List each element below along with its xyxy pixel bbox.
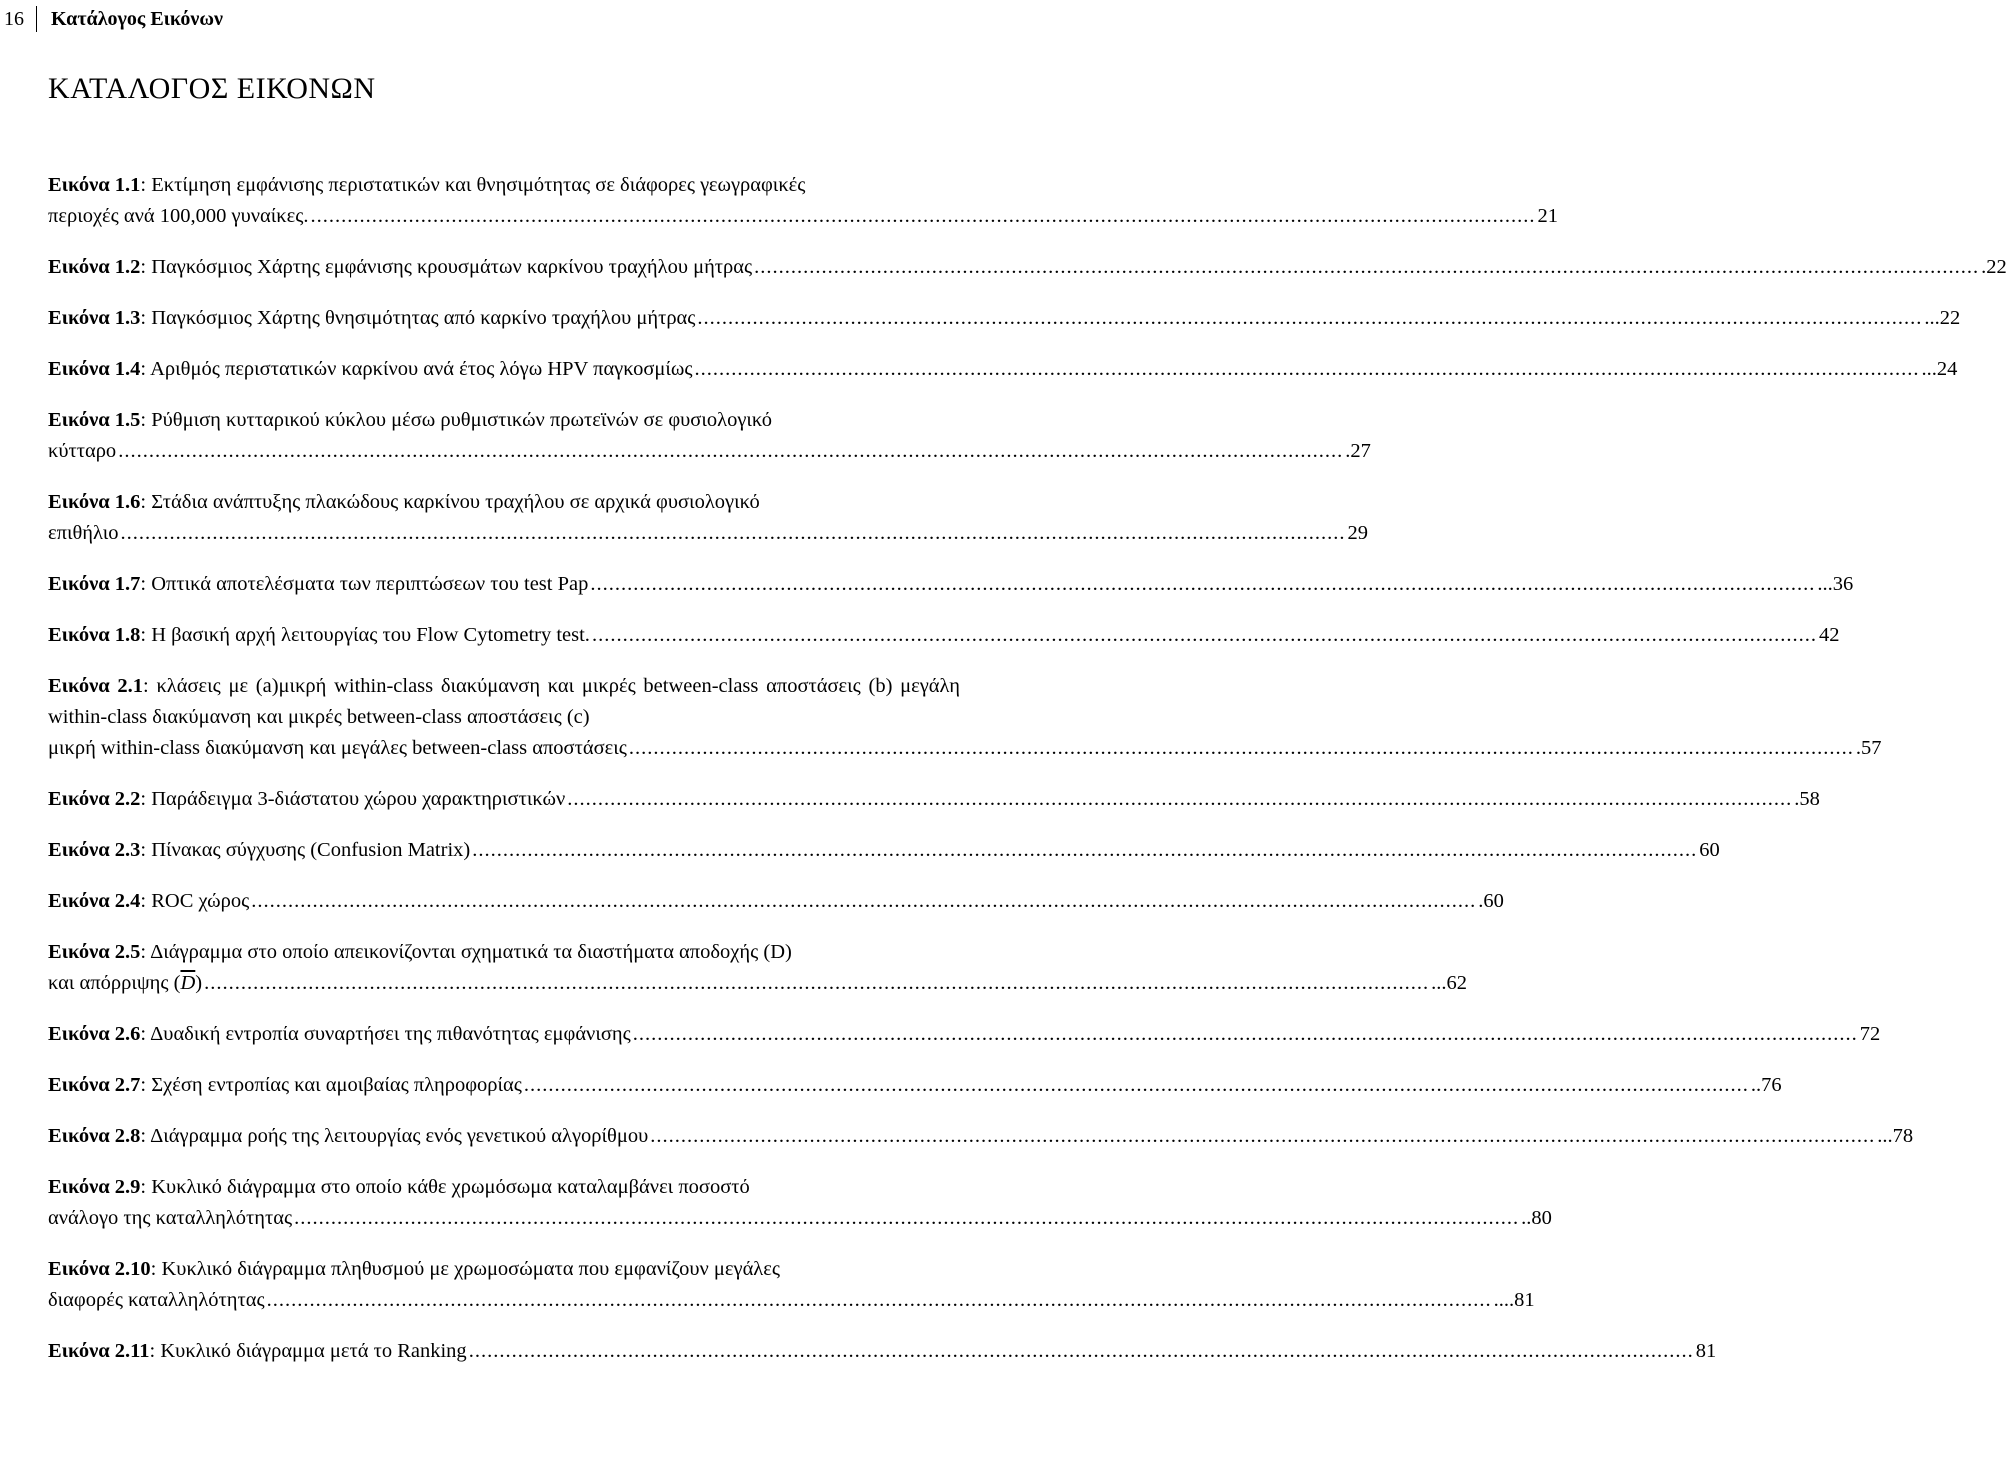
entry-caption-after: ) bbox=[195, 972, 203, 994]
d-bar-symbol: $\overline{D}$ bbox=[180, 972, 196, 994]
figure-label: Εικόνα 1.7 bbox=[48, 573, 141, 595]
figure-label: Εικόνα 1.6 bbox=[48, 491, 141, 513]
entry-leader-line bbox=[48, 201, 1558, 232]
figure-label: Εικόνα 2.4 bbox=[48, 890, 141, 912]
figure-label: Εικόνα 2.3 bbox=[48, 839, 141, 861]
entry-leader-line bbox=[48, 1019, 1881, 1050]
entry-caption-text: : Ρύθμιση κυτταρικού κύκλου μέσω ρυθμιστικών πρωτεϊνών σε φυσιολογικό bbox=[140, 409, 773, 431]
figure-label: Εικόνα 1.4 bbox=[48, 358, 141, 380]
entry-caption-tail-text: διαφορές καταλληλότητας bbox=[48, 1289, 265, 1311]
figure-label: Εικόνα 2.1 bbox=[48, 675, 144, 697]
figure-label: Εικόνα 1.2 bbox=[48, 256, 141, 278]
entry-caption-tail bbox=[48, 252, 752, 283]
toc-entry[interactable] bbox=[48, 354, 1958, 385]
toc-entry[interactable] bbox=[48, 1254, 1535, 1316]
running-header bbox=[0, 4, 223, 34]
entry-caption-text: : Κυκλικό διάγραμμα στο οποίο κάθε χρωμόσωμα καταλαμβάνει ποσοστό bbox=[140, 1176, 750, 1198]
entry-caption-first bbox=[48, 487, 960, 518]
entry-page-number: .60 bbox=[1478, 890, 1504, 912]
leader-dots: ........................................................................................................................................................................................................ bbox=[590, 573, 1816, 595]
entry-leader-line bbox=[48, 784, 1820, 815]
leader-dots: ........................................................................................................................................................................................................ bbox=[251, 890, 1477, 912]
entry-page-number: 29 bbox=[1347, 522, 1368, 544]
toc-entry[interactable] bbox=[48, 1172, 1552, 1234]
leader-dots: ........................................................................................................................................................................................................ bbox=[294, 1207, 1520, 1229]
entry-caption-text: : Διάγραμμα στο οποίο απεικονίζονται σχηματικά τα διαστήματα αποδοχής (D) bbox=[140, 941, 792, 963]
entry-page-number: ....81 bbox=[1493, 1289, 1535, 1311]
entry-page-number: .27 bbox=[1345, 440, 1371, 462]
entry-leader-line bbox=[48, 1336, 1717, 1367]
entry-caption-tail bbox=[48, 569, 588, 600]
entry-caption-tail-text: επιθήλιο bbox=[48, 522, 119, 544]
entry-page-number: 42 bbox=[1818, 624, 1840, 646]
entry-page-number: 60 bbox=[1699, 839, 1720, 861]
leader-dots: ........................................................................................................................................................................................................ bbox=[310, 205, 1536, 227]
entry-caption-tail-text: : Παράδειγμα 3-διάστατου χώρου χαρακτηριστικών bbox=[140, 788, 566, 810]
entry-caption-tail bbox=[48, 1285, 265, 1316]
entry-page-number: ...24 bbox=[1921, 358, 1958, 380]
entry-caption-first bbox=[48, 1172, 960, 1203]
entry-leader-line bbox=[48, 436, 1371, 467]
entry-caption-tail-text: : Διάγραμμα ροής της λειτουργίας ενός γενετικού αλγορίθμου bbox=[140, 1125, 649, 1147]
entry-caption-tail-text: ανάλογο της καταλληλότητας bbox=[48, 1207, 293, 1229]
toc-entry[interactable] bbox=[48, 1121, 1914, 1152]
entry-page-number: ...36 bbox=[1817, 573, 1854, 595]
toc-entry[interactable] bbox=[48, 835, 1720, 866]
toc-entry[interactable] bbox=[48, 1019, 1881, 1050]
leader-dots: ........................................................................................................................................................................................................ bbox=[472, 839, 1698, 861]
entry-caption-tail-text: : Αριθμός περιστατικών καρκίνου ανά έτος λόγω HPV παγκοσμίως bbox=[140, 358, 693, 380]
toc-entry[interactable] bbox=[48, 886, 1504, 917]
page-heading: ΚΑΤΑΛΟΓΟΣ ΕΙΚΟΝΩΝ bbox=[48, 72, 376, 105]
entry-page-number: ...78 bbox=[1877, 1125, 1914, 1147]
entry-caption-tail bbox=[48, 1070, 522, 1101]
leader-dots: ........................................................................................................................................................................................................ bbox=[591, 624, 1817, 646]
leader-dots: ........................................................................................................................................................................................................ bbox=[266, 1289, 1492, 1311]
toc-entry[interactable] bbox=[48, 569, 1854, 600]
entry-caption-tail bbox=[48, 1121, 648, 1152]
entry-caption-tail-text: : Κυκλικό διάγραμμα μετά το Ranking bbox=[149, 1340, 467, 1362]
figure-label: Εικόνα 1.3 bbox=[48, 307, 141, 329]
figure-label: Εικόνα 2.7 bbox=[48, 1074, 141, 1096]
entry-caption-tail bbox=[48, 303, 695, 334]
toc-entry[interactable] bbox=[48, 1070, 1782, 1101]
leader-dots: ........................................................................................................................................................................................................ bbox=[120, 522, 1346, 544]
entry-caption-tail-text: περιοχές ανά 100,000 γυναίκες. bbox=[48, 205, 309, 227]
entry-page-number: 21 bbox=[1537, 205, 1558, 227]
toc-entry[interactable] bbox=[48, 252, 2007, 283]
entry-caption-tail bbox=[48, 1336, 467, 1367]
entry-caption-text: : Κυκλικό διάγραμμα πληθυσμού με χρωμοσώματα που εμφανίζουν μεγάλες bbox=[150, 1258, 780, 1280]
entry-caption-tail-text: : Η βασική αρχή λειτουργίας του Flow Cytometry test. bbox=[140, 624, 590, 646]
leader-dots: ........................................................................................................................................................................................................ bbox=[567, 788, 1793, 810]
entry-caption-tail bbox=[48, 620, 590, 651]
entry-leader-line bbox=[48, 1070, 1782, 1101]
figure-label: Εικόνα 2.8 bbox=[48, 1125, 141, 1147]
entry-caption-tail-text: : Οπτικά αποτελέσματα των περιπτώσεων του test Pap bbox=[140, 573, 589, 595]
entry-caption-tail bbox=[48, 518, 118, 549]
entry-leader-line bbox=[48, 518, 1368, 549]
entry-caption-tail bbox=[48, 1019, 631, 1050]
entry-leader-line bbox=[48, 733, 1882, 764]
entry-leader-line bbox=[48, 354, 1958, 385]
entry-leader-line bbox=[48, 620, 1840, 651]
toc-entry[interactable] bbox=[48, 405, 1371, 467]
figure-label: Εικόνα 1.8 bbox=[48, 624, 141, 646]
entry-caption-tail bbox=[48, 968, 202, 999]
leader-dots: ........................................................................................................................................................................................................ bbox=[632, 1023, 1858, 1045]
leader-dots: ........................................................................................................................................................................................................ bbox=[468, 1340, 1694, 1362]
figure-label: Εικόνα 2.6 bbox=[48, 1023, 141, 1045]
leader-dots: ........................................................................................................................................................................................................ bbox=[697, 307, 1923, 329]
entry-caption-first bbox=[48, 405, 960, 436]
entry-caption-tail-text: : Δυαδική εντροπία συναρτήσει της πιθανότητας εμφάνισης bbox=[140, 1023, 631, 1045]
entry-caption-tail-text: : Πίνακας σύγχυσης (Confusion Matrix) bbox=[140, 839, 471, 861]
figure-label: Εικόνα 2.11 bbox=[48, 1340, 150, 1362]
figure-label: Εικόνα 1.1 bbox=[48, 174, 141, 196]
entry-caption-tail-text: μικρή within-class διακύμανση και μεγάλες between-class αποστάσεις bbox=[48, 737, 627, 759]
leader-dots: ........................................................................................................................................................................................................ bbox=[523, 1074, 1749, 1096]
figure-label: Εικόνα 2.2 bbox=[48, 788, 141, 810]
entry-page-number: 81 bbox=[1695, 1340, 1717, 1362]
entry-page-number: 72 bbox=[1859, 1023, 1881, 1045]
entry-caption-first bbox=[48, 170, 960, 201]
entry-page-number: .22 bbox=[1981, 256, 2007, 278]
entry-caption-first bbox=[48, 671, 960, 733]
figure-label: Εικόνα 1.5 bbox=[48, 409, 141, 431]
entry-caption-tail-text: : Παγκόσμιος Χάρτης εμφάνισης κρουσμάτων καρκίνου τραχήλου μήτρας bbox=[140, 256, 753, 278]
entry-leader-line bbox=[48, 968, 1467, 999]
entry-page-number: .57 bbox=[1855, 737, 1882, 759]
entry-caption-tail-text: : Σχέση εντροπίας και αμοιβαίας πληροφορίας bbox=[140, 1074, 522, 1096]
leader-dots: ........................................................................................................................................................................................................ bbox=[118, 440, 1344, 462]
entry-caption-tail bbox=[48, 201, 308, 232]
leader-dots: ........................................................................................................................................................................................................ bbox=[694, 358, 1920, 380]
entry-caption-tail-text: : ROC χώρος bbox=[140, 890, 250, 912]
entry-leader-line bbox=[48, 1285, 1535, 1316]
entry-leader-line bbox=[48, 835, 1720, 866]
toc-entry[interactable] bbox=[48, 671, 1882, 764]
entry-page-number: .58 bbox=[1794, 788, 1820, 810]
entry-caption-tail-text: και απόρριψης ( bbox=[48, 972, 181, 994]
figure-label: Εικόνα 2.5 bbox=[48, 941, 141, 963]
entry-caption-tail bbox=[48, 1203, 292, 1234]
toc-entry[interactable] bbox=[48, 487, 1368, 549]
entry-caption-tail-text: κύτταρο bbox=[48, 440, 117, 462]
entry-page-number: ...22 bbox=[1924, 307, 1961, 329]
entry-leader-line bbox=[48, 886, 1504, 917]
entry-caption-text: : Στάδια ανάπτυξης πλακώδους καρκίνου τραχήλου σε αρχικά φυσιολογικό bbox=[140, 491, 760, 513]
figure-label: Εικόνα 2.10 bbox=[48, 1258, 151, 1280]
toc-entry[interactable] bbox=[48, 303, 1961, 334]
entry-leader-line bbox=[48, 1121, 1914, 1152]
toc-entry[interactable] bbox=[48, 1336, 1717, 1367]
toc-entry[interactable] bbox=[48, 620, 1840, 651]
figure-list bbox=[48, 170, 2007, 1387]
entry-page-number: ...62 bbox=[1431, 972, 1467, 994]
page-number: 16 bbox=[0, 6, 37, 32]
toc-entry[interactable] bbox=[48, 784, 1820, 815]
entry-caption-tail bbox=[48, 784, 565, 815]
toc-entry[interactable] bbox=[48, 170, 1558, 232]
entry-caption-first bbox=[48, 1254, 960, 1285]
entry-caption-text: : κλάσεις με (a)μικρή within-class διακύμανση και μικρές between-class αποστάσεις (b) μεγάλη within-class διακύμανση και μικρές between-class αποστάσεις (c) bbox=[48, 675, 961, 728]
leader-dots: ........................................................................................................................................................................................................ bbox=[204, 972, 1430, 994]
header-title: Κατάλογος Εικόνων bbox=[51, 7, 223, 30]
entry-caption-tail bbox=[48, 886, 249, 917]
entry-caption-tail bbox=[48, 733, 627, 764]
entry-caption-tail-text: : Παγκόσμιος Χάρτης θνησιμότητας από καρκίνο τραχήλου μήτρας bbox=[140, 307, 696, 329]
entry-leader-line bbox=[48, 303, 1961, 334]
entry-leader-line bbox=[48, 1203, 1552, 1234]
entry-caption-tail bbox=[48, 354, 693, 385]
toc-entry[interactable] bbox=[48, 937, 1467, 999]
entry-leader-line bbox=[48, 569, 1854, 600]
entry-caption-tail bbox=[48, 835, 470, 866]
entry-caption-tail bbox=[48, 436, 116, 467]
entry-leader-line bbox=[48, 252, 2007, 283]
entry-page-number: ..76 bbox=[1750, 1074, 1782, 1096]
figure-label: Εικόνα 2.9 bbox=[48, 1176, 141, 1198]
entry-caption-first bbox=[48, 937, 960, 968]
leader-dots: ........................................................................................................................................................................................................ bbox=[754, 256, 1980, 278]
leader-dots: ........................................................................................................................................................................................................ bbox=[650, 1125, 1876, 1147]
entry-page-number: ..80 bbox=[1521, 1207, 1552, 1229]
leader-dots: ........................................................................................................................................................................................................ bbox=[628, 737, 1854, 759]
entry-caption-text: : Εκτίμηση εμφάνισης περιστατικών και θνησιμότητας σε διάφορες γεωγραφικές bbox=[140, 174, 806, 196]
